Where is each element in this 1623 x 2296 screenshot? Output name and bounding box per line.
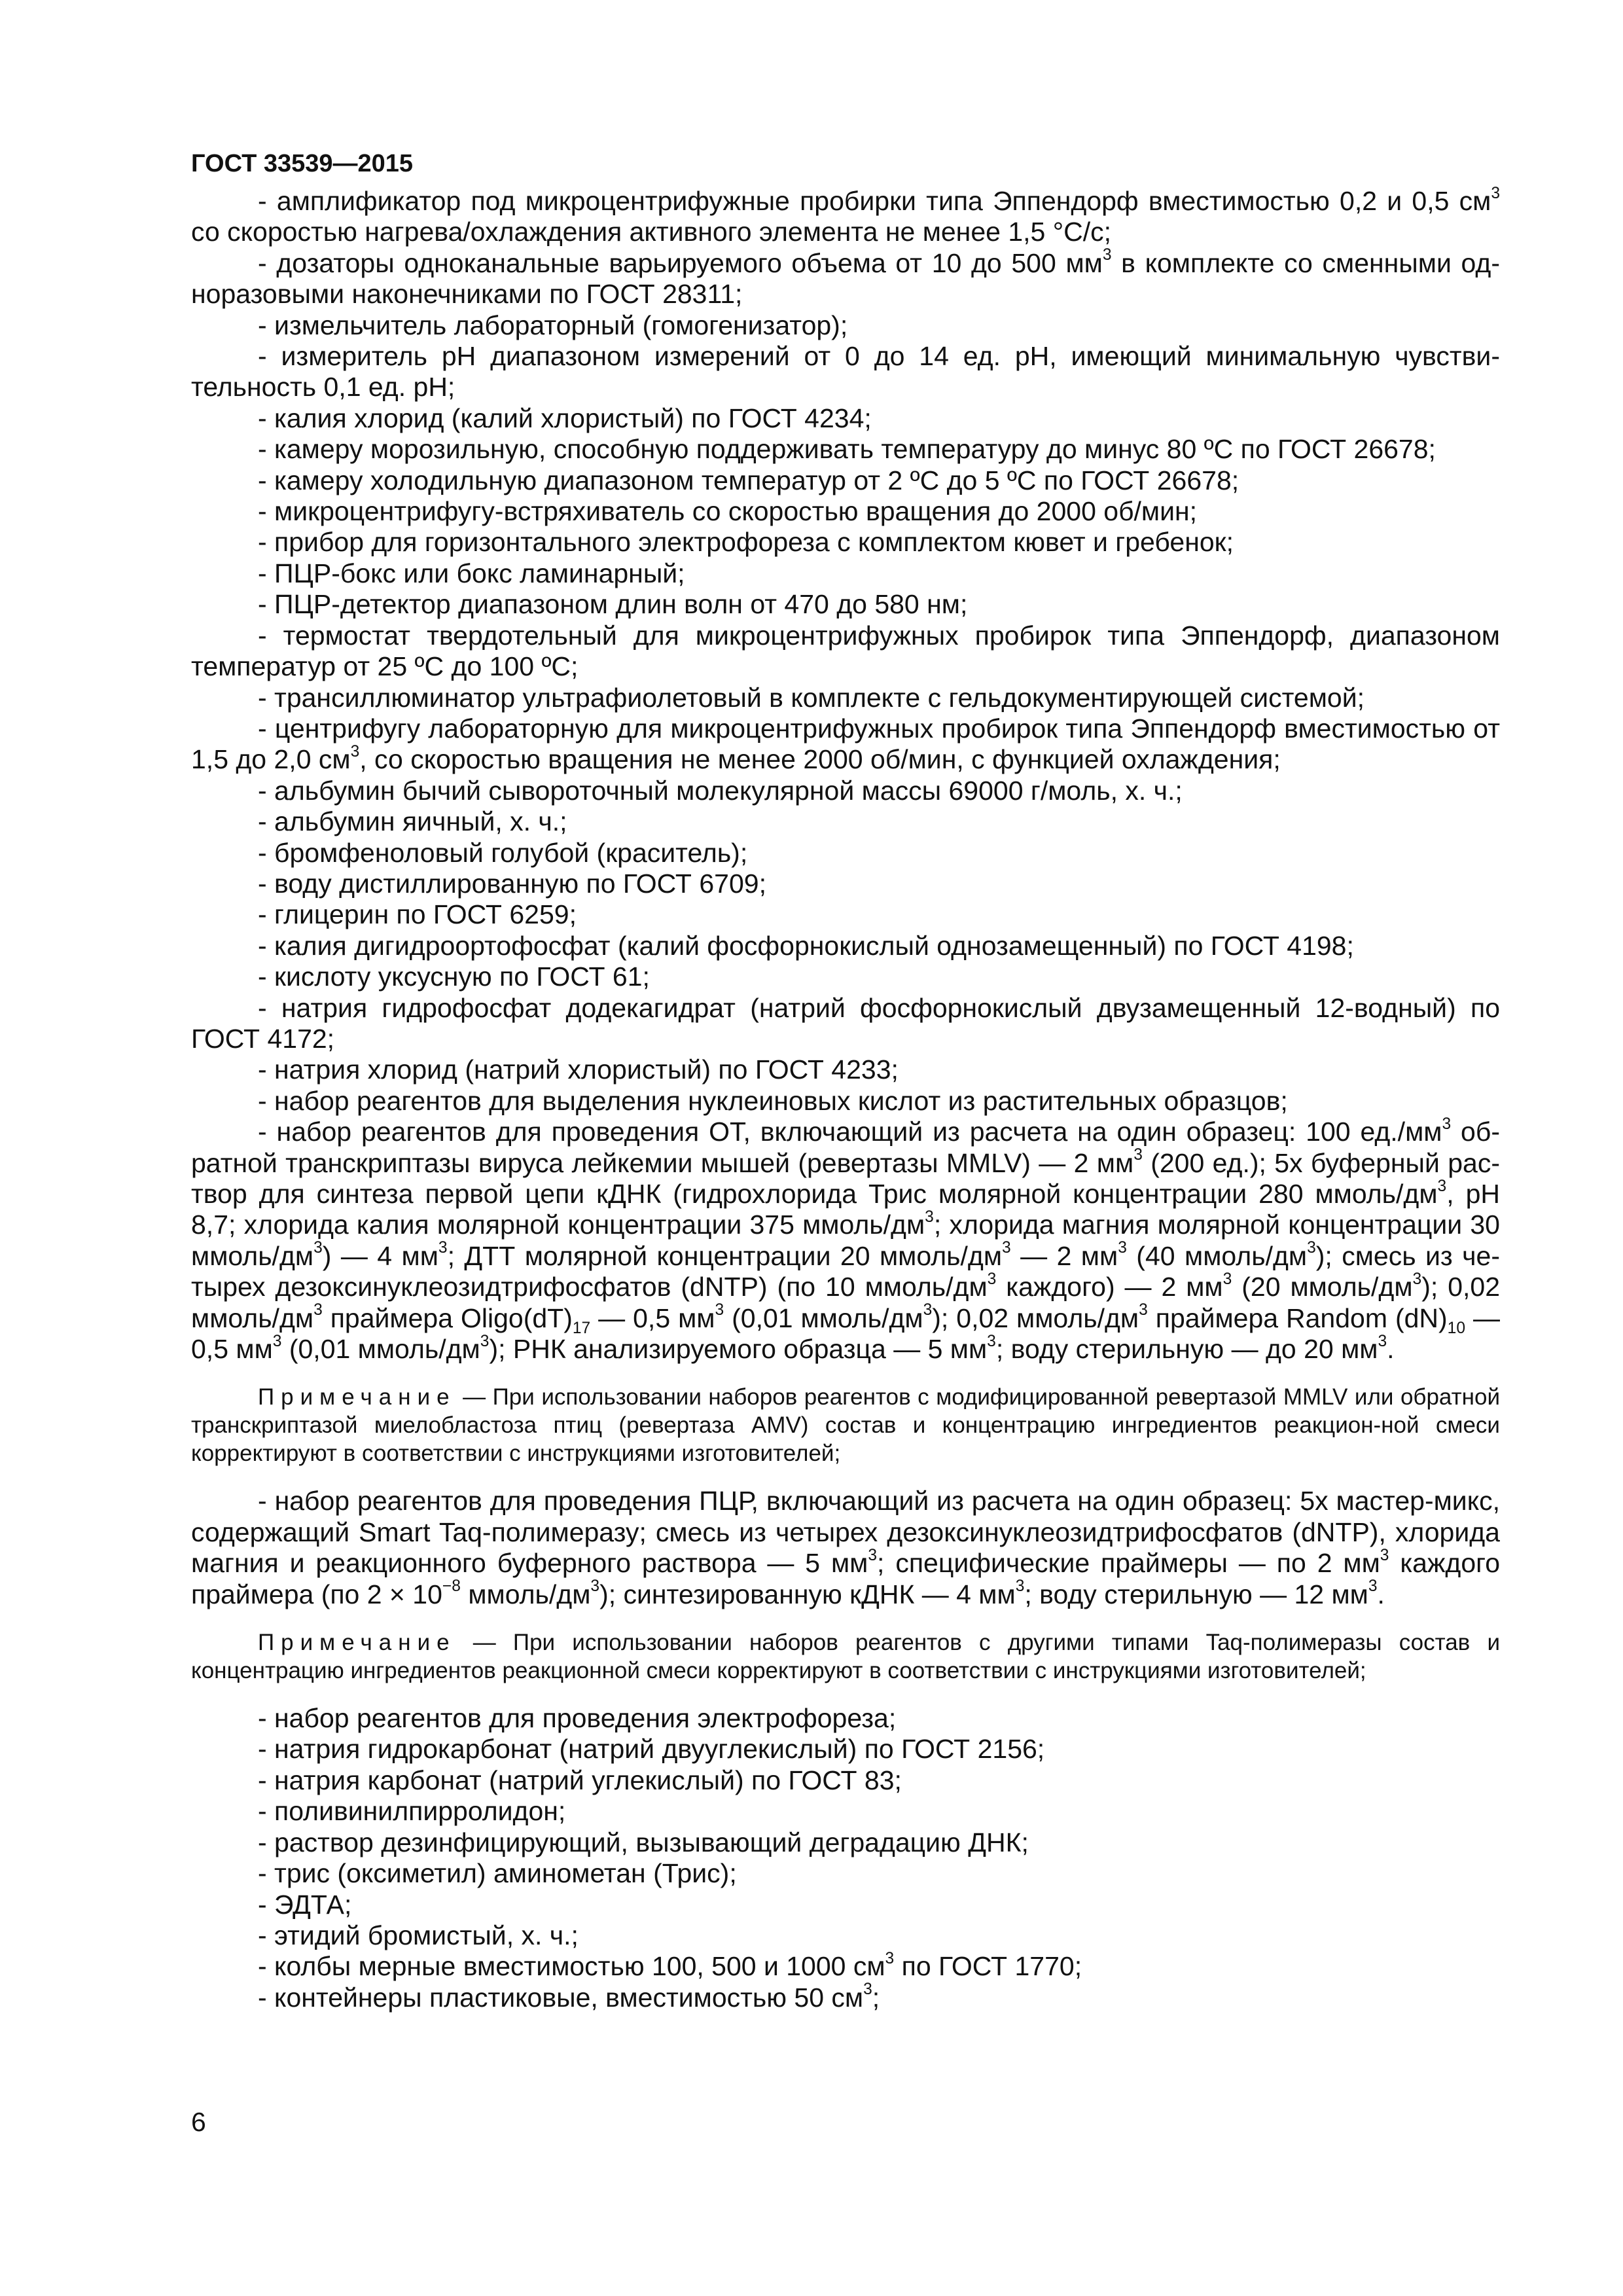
list-item: - ПЦР-детектор диапазоном длин волн от 470 до 580 нм; bbox=[258, 589, 968, 620]
note-label: Примечание bbox=[258, 1384, 456, 1410]
list-item: - камеру морозильную, способную поддерживать температуру до минус 80 ºС по ГОСТ 26678; bbox=[258, 434, 1436, 465]
list-item: - трис (оксиметил) аминометан (Трис); bbox=[258, 1858, 737, 1889]
page-number: 6 bbox=[191, 2107, 206, 2137]
list-item: - измеритель pH диапазоном измерений от 0 до 14 ед. pH, имеющий минимальную чувстви-тельность 0,1 ед. pH; bbox=[191, 341, 1500, 403]
list-item: - амплификатор под микроцентрифужные пробирки типа Эппендорф вместимостью 0,2 и 0,5 $см^3$ со скоростью нагрева/охлаждения активного элемента не менее 1,5 °С/с; bbox=[191, 184, 1500, 247]
list-item-pcr-kit: - набор реагентов для проведения ПЦР, включающий из расчета на один образец: 5х мастер-микс, содержащий Smart Taq-полимеразу; смесь из четырех дезоксинуклеозидтрифосфатов (dNTP), хлорида магния и реакционного буферного раствора — 5 $мм^3$; специфические праймеры — по 2 $мм^3$ каждого праймера (по $2 \times 10^{-8}$ ммоль/$дм^3$); синтезированную кДНК — 4 $мм^3$; воду стерильную — 12 $мм^3$. bbox=[191, 1486, 1500, 1609]
list-item: - центрифугу лабораторную для микроцентрифужных пробирок типа Эппендорф вместимостью от 1,5 до 2,0 $см^3$, со скоростью вращения не менее 2000 об/мин, с функцией охлаждения; bbox=[191, 713, 1500, 775]
list-item: - микроцентрифугу-встряхиватель со скоростью вращения до 2000 об/мин; bbox=[258, 496, 1198, 527]
note-1: Примечание — При использовании наборов реагентов с модифицированной ревертазой MMLV или обратной транскриптазой миелобластоза птиц (ревертаза AMV) состав и концентрацию ингредиентов реакцион-ной смеси корректируют в соответствии с инструкциями изготовителей; bbox=[191, 1384, 1500, 1467]
list-item: - натрия гидрокарбонат (натрий двууглекислый) по ГОСТ 2156; bbox=[258, 1734, 1045, 1765]
list-item: - натрия гидрофосфат додекагидрат (натрий фосфорнокислый двузамещенный 12-водный) по ГОСТ 4172; bbox=[191, 992, 1500, 1054]
list-item: - воду дистиллированную по ГОСТ 6709; bbox=[258, 868, 766, 899]
list-item: - ЭДТА; bbox=[258, 1889, 352, 1920]
list-item: - дозаторы одноканальные варьируемого объема от 10 до 500 $мм^3$ в комплекте со сменными од-норазовыми наконечниками по ГОСТ 28311; bbox=[191, 246, 1500, 310]
list-item: - кислоту уксусную по ГОСТ 61; bbox=[258, 961, 650, 992]
list-item: - камеру холодильную диапазоном температур от 2 ºС до 5 ºС по ГОСТ 26678; bbox=[258, 465, 1240, 495]
list-item: - набор реагентов для выделения нуклеиновых кислот из растительных образцов; bbox=[258, 1085, 1288, 1116]
list-item: - калия хлорид (калий хлористый) по ГОСТ 4234; bbox=[258, 403, 872, 433]
list-item: - натрия хлорид (натрий хлористый) по ГОСТ 4233; bbox=[258, 1054, 899, 1085]
list-item: - раствор дезинфицирующий, вызывающий деградацию ДНК; bbox=[258, 1827, 1029, 1857]
list-item: - этидий бромистый, х. ч.; bbox=[258, 1920, 579, 1950]
list-item: - термостат твердотельный для микроцентрифужных пробирок типа Эппендорф, диапазоном температур от 25 ºС до 100 ºС; bbox=[191, 620, 1500, 682]
list-item: - калия дигидроортофосфат (калий фосфорнокислый однозамещенный) по ГОСТ 4198; bbox=[258, 930, 1354, 961]
list-item: - ПЦР-бокс или бокс ламинарный; bbox=[258, 558, 685, 588]
list-item: - трансиллюминатор ультрафиолетовый в комплекте с гельдокументирующей системой; bbox=[258, 682, 1364, 713]
list-item-ot-kit: - набор реагентов для проведения ОТ, включающий из расчета на один образец: 100 $ед./мм^3$ об-ратной транскриптазы вируса лейкемии мышей (ревертазы MMLV) — 2 $мм^3$ (200 ед.); 5х буферный рас-твор для синтеза первой цепи кДНК (гидрохлорида Трис молярной концентрации 280 ммоль/$дм^3$, pH 8,7; хлорида калия молярной концентрации 375 ммоль/$дм^3$; хлорида магния молярной концентрации 30 ммоль/$дм^3$) — 4 $мм^3$; ДТТ молярной концентрации 20 ммоль/$дм^3$ — 2 $мм^3$ (40 ммоль/$дм^3$); смесь из че-тырех дезоксинуклеозидтрифосфатов (dNTP) (по 10 ммоль/$дм^3$ каждого) — 2 $мм^3$ (20 ммоль/$дм^3$); 0,02 ммоль/$дм^3$ праймера $Oligo(dT)_{17}$ — 0,5 $мм^3$ (0,01 ммоль/$дм^3$); 0,02 ммоль/$дм^3$ праймера Random $(dN)_{10}$ — 0,5 $мм^3$ (0,01 ммоль/$дм^3$); РНК анализируемого образца — 5 $мм^3$; воду стерильную — до 20 $мм^3$. bbox=[191, 1115, 1501, 1365]
list-item: - набор реагентов для проведения электрофореза; bbox=[258, 1703, 897, 1734]
note-2: Примечание — При использовании наборов реагентов с другими типами Taq-полимеразы состав и концентрацию ингредиентов реакционной смеси корректируют в соответствии с инструкциями изготовителей; bbox=[191, 1630, 1500, 1684]
list-item: - измельчитель лабораторный (гомогенизатор); bbox=[258, 310, 848, 340]
list-item: - поливинилпирролидон; bbox=[258, 1796, 566, 1827]
list-item: - альбумин яичный, х. ч.; bbox=[258, 806, 567, 837]
document-header: ГОСТ 33539—2015 bbox=[191, 150, 414, 177]
list-item: - натрия карбонат (натрий углекислый) по ГОСТ 83; bbox=[258, 1765, 902, 1795]
list-item: - контейнеры пластиковые, вместимостью 50 $см^3$; bbox=[258, 1981, 880, 2013]
list-item: - колбы мерные вместимостью 100, 500 и 1000 $см^3$ по ГОСТ 1770; bbox=[258, 1949, 1082, 1982]
note-label: Примечание bbox=[258, 1630, 456, 1656]
list-item: - альбумин бычий сывороточный молекулярной массы 69000 г/моль, х. ч.; bbox=[258, 775, 1183, 806]
document-body bbox=[191, 186, 1500, 2013]
list-item: - бромфеноловый голубой (краситель); bbox=[258, 837, 748, 868]
list-item: - прибор для горизонтального электрофореза с комплектом кювет и гребенок; bbox=[258, 527, 1234, 558]
list-item: - глицерин по ГОСТ 6259; bbox=[258, 899, 577, 930]
